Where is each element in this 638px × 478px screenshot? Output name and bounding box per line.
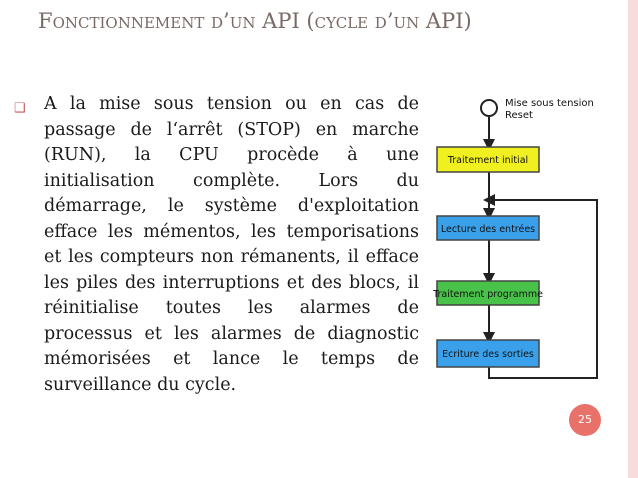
start-label-2: Reset xyxy=(505,110,533,121)
bullet-text: A la mise sous tension ou en cas de passage de l‘arrêt (STOP) en marche (RUN), la CPU procède à une initialisation complète. Lors du démarrage, le système d'exploitation efface les mémentos, les temporisations et les compteurs non rémanents, il efface les piles des interruptions et des blocs, il réinitialise toutes les alarmes de processus et les alarmes de diagnostic mémorisées et lance le temps de surveillance du cycle. xyxy=(44,94,419,395)
right-accent-bar xyxy=(628,0,638,478)
step-label-read: Lecture des entrées xyxy=(440,224,536,235)
page-number-badge: 25 xyxy=(569,404,601,436)
bullet-icon: ❑ xyxy=(14,101,26,116)
start-circle xyxy=(481,100,497,116)
start-label-1: Mise sous tension xyxy=(505,98,594,109)
plc-cycle-diagram xyxy=(425,90,605,390)
step-label-program: Traitement programme xyxy=(433,289,543,300)
step-label-write: Ecriture des sorties xyxy=(442,349,534,360)
slide-title: Fonctionnement d’un API (cycle d’un API) xyxy=(38,9,472,33)
step-label-init: Traitement initial xyxy=(447,155,529,166)
